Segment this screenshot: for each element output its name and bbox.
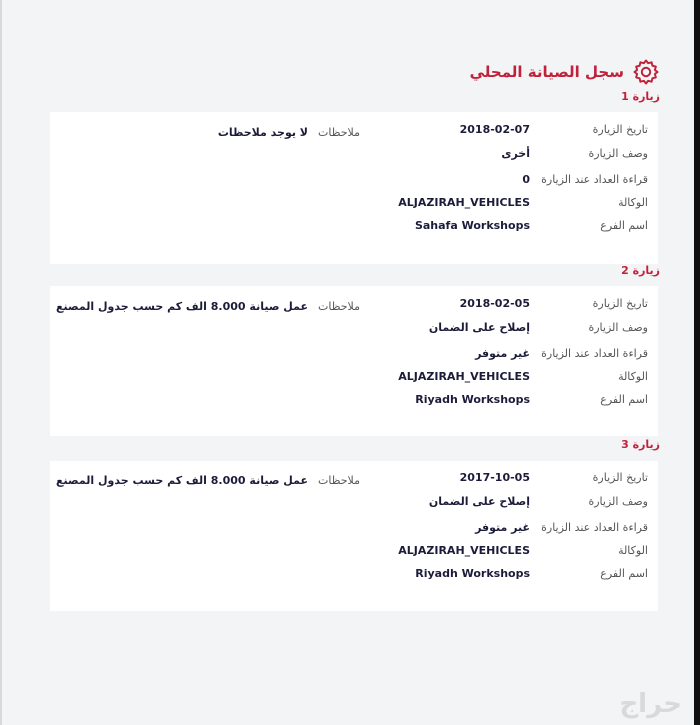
notes-value: عمل صيانة 8.000 الف كم حسب جدول المصنع (56, 300, 308, 313)
branch-row (415, 393, 648, 406)
agency-row (398, 196, 648, 209)
odometer-value: 0 (522, 173, 530, 186)
agency-row (398, 544, 648, 557)
odometer-label: قراءة العداد عند الزيارة (541, 173, 648, 186)
visit-description-label: وصف الزيارة (588, 321, 648, 334)
visit-date-row (460, 471, 648, 484)
agency-label: الوكالة (618, 196, 648, 209)
branch-row (415, 219, 648, 232)
visit-card (50, 286, 658, 436)
visit-date-value: 2018-02-05 (459, 297, 530, 310)
section-header (470, 58, 660, 86)
visit-date-label: تاريخ الزيارة (592, 123, 648, 136)
left-border (0, 0, 2, 725)
notes-label: ملاحظات (318, 300, 360, 313)
notes-row (56, 474, 360, 487)
watermark-logo: حراج (619, 689, 682, 719)
branch-label: اسم الفرع (600, 567, 648, 580)
agency-label: الوكالة (618, 370, 648, 383)
visit-card (50, 461, 658, 611)
agency-value: ALJAZIRAH_VEHICLES (398, 544, 530, 557)
section-title: سجل الصيانة المحلي (469, 63, 624, 81)
visit-description-value: أخرى (501, 147, 530, 160)
branch-label: اسم الفرع (600, 219, 648, 232)
visit-label: زيارة 3 (621, 438, 660, 451)
visit-date-label: تاريخ الزيارة (592, 471, 648, 484)
visit-date-row (460, 297, 648, 310)
visit-description-row (429, 495, 648, 508)
odometer-label: قراءة العداد عند الزيارة (541, 347, 648, 360)
visit-description-row (429, 321, 648, 334)
visit-description-value: إصلاح على الضمان (428, 321, 530, 334)
visit-card (50, 112, 658, 264)
branch-label: اسم الفرع (600, 393, 648, 406)
branch-value: Riyadh Workshops (415, 567, 530, 580)
visit-label: زيارة 2 (621, 264, 660, 277)
visit-description-value: إصلاح على الضمان (428, 495, 530, 508)
gear-icon (632, 58, 660, 86)
odometer-label: قراءة العداد عند الزيارة (541, 521, 648, 534)
right-border (694, 0, 700, 725)
agency-value: ALJAZIRAH_VEHICLES (398, 370, 530, 383)
visit-date-label: تاريخ الزيارة (592, 297, 648, 310)
notes-label: ملاحظات (318, 474, 360, 487)
odometer-row (522, 173, 648, 186)
visit-description-label: وصف الزيارة (588, 147, 648, 160)
agency-label: الوكالة (618, 544, 648, 557)
branch-value: Sahafa Workshops (414, 219, 530, 232)
notes-value: لا يوجد ملاحظات (217, 126, 308, 139)
visit-date-value: 2018-02-07 (459, 123, 530, 136)
notes-row (56, 300, 360, 313)
branch-row (415, 567, 648, 580)
notes-value: عمل صيانة 8.000 الف كم حسب جدول المصنع (56, 474, 308, 487)
odometer-row (475, 521, 648, 534)
notes-row (218, 126, 360, 139)
agency-value: ALJAZIRAH_VEHICLES (398, 196, 530, 209)
visit-description-label: وصف الزيارة (588, 495, 648, 508)
odometer-value: غير متوفر (475, 347, 530, 360)
notes-label: ملاحظات (318, 126, 360, 139)
visit-label: زيارة 1 (621, 90, 660, 103)
odometer-value: غير متوفر (475, 521, 530, 534)
visit-description-row (501, 147, 648, 160)
visit-date-row (460, 123, 648, 136)
odometer-row (475, 347, 648, 360)
visit-date-value: 2017-10-05 (459, 471, 530, 484)
branch-value: Riyadh Workshops (415, 393, 530, 406)
agency-row (398, 370, 648, 383)
